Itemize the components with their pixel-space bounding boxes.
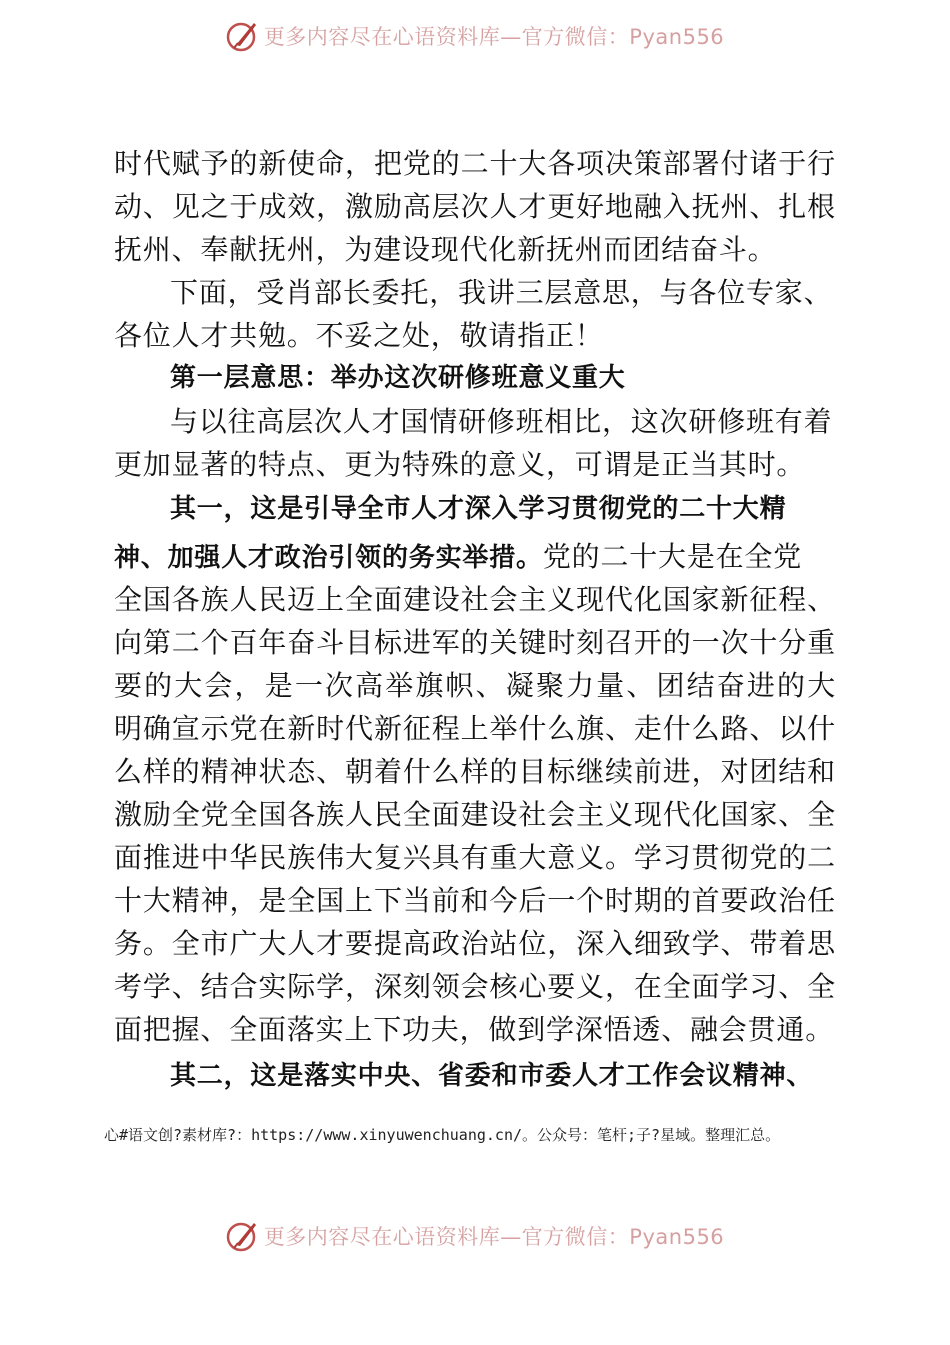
paragraph-line: 考学、结合实际学，深刻领会核心要义，在全面学习、全	[114, 970, 836, 1003]
paragraph-line: 与以往高层次人才国情研修班相比，这次研修班有着	[170, 405, 833, 438]
banner-text: 更多内容尽在心语资料库—官方微信：Pyan556	[263, 25, 725, 49]
footer-banner	[0, 1214, 950, 1258]
paragraph-line: 面推进中华民族伟大复兴具有重大意义。学习贯彻党的二	[114, 841, 836, 874]
paragraph-line: 全国各族人民迈上全面建设社会主义现代化国家新征程、	[114, 583, 836, 616]
paragraph-text: 党的二十大是在全党	[542, 540, 803, 573]
footer-note: 心#语文创?素材库?：https://www.xinyuwenchuang.cn/。公众号：笔杆;子?星域。整理汇总。	[104, 1126, 781, 1144]
section-heading: 第一层意思：举办这次研修班意义重大	[170, 363, 626, 393]
paragraph-line: 务。全市广大人才要提高政治站位，深入细致学、带着思	[114, 927, 836, 960]
bold-lead-text: 神、加强人才政治引领的务实举措。	[114, 543, 543, 573]
mixed-line	[114, 535, 836, 578]
paragraph-line: 更加显著的特点、更为特殊的意义，可谓是正当其时。	[114, 448, 806, 481]
paragraph-line: 抚州、奉献抚州，为建设现代化新抚州而团结奋斗。	[114, 233, 777, 266]
banner-text: 更多内容尽在心语资料库—官方微信：Pyan556	[263, 1225, 725, 1249]
paragraph-line: 十大精神，是全国上下当前和今后一个时期的首要政治任	[114, 884, 836, 917]
bold-lead-line: 其二，这是落实中央、省委和市委人才工作会议精神、	[170, 1061, 814, 1091]
paragraph-line: 明确宣示党在新时代新征程上举什么旗、走什么路、以什	[114, 712, 836, 745]
paragraph-line: 激励全党全国各族人民全面建设社会主义现代化国家、全	[114, 798, 836, 831]
header-banner	[0, 14, 950, 58]
paragraph-line: 要的大会，是一次高举旗帜、凝聚力量、团结奋进的大	[114, 669, 836, 702]
paragraph-line: 面把握、全面落实上下功夫，做到学深悟透、融会贯通。	[114, 1013, 835, 1046]
quill-logo-icon	[226, 19, 260, 53]
paragraph-line: 向第二个百年奋斗目标进军的关键时刻召开的一次十分重	[114, 626, 836, 659]
quill-logo-icon	[226, 1219, 260, 1253]
paragraph-line: 各位人才共勉。不妥之处，敬请指正！	[114, 319, 604, 352]
paragraph-line: 动、见之于成效，激励高层次人才更好地融入抚州、扎根	[114, 190, 836, 223]
paragraph-line: 时代赋予的新使命，把党的二十大各项决策部署付诸于行	[114, 147, 836, 180]
document-body	[114, 142, 836, 1098]
paragraph-line: 下面，受肖部长委托，我讲三层意思，与各位专家、	[170, 276, 833, 309]
bold-lead-line: 其一，这是引导全市人才深入学习贯彻党的二十大精	[170, 494, 787, 524]
paragraph-line: 么样的精神状态、朝着什么样的目标继续前进，对团结和	[114, 755, 836, 788]
